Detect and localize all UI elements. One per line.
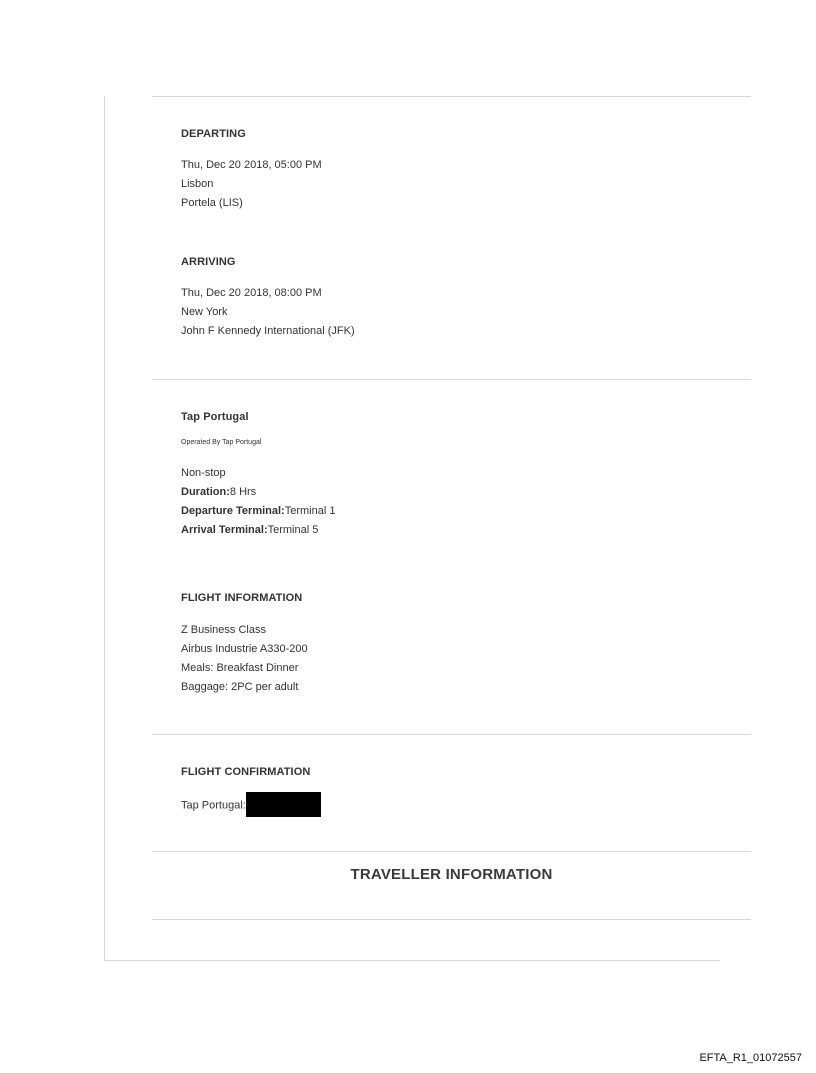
duration-row	[181, 483, 335, 502]
redaction-box	[246, 792, 321, 817]
divider-top	[152, 96, 751, 97]
arriving-datetime: Thu, Dec 20 2018, 08:00 PM	[181, 287, 322, 299]
arriving-heading: ARRIVING	[181, 256, 236, 268]
cabin-class: Z Business Class	[181, 624, 266, 636]
departure-terminal-value: Terminal 1	[284, 505, 336, 517]
flight-information-section	[181, 591, 308, 697]
carrier-name: Tap Portugal	[181, 411, 249, 423]
traveller-information-heading: TRAVELLER INFORMATION	[350, 866, 553, 883]
departing-airport: Portela (LIS)	[181, 197, 243, 209]
arrival-terminal-row	[181, 521, 335, 540]
arrival-terminal-value: Terminal 5	[267, 524, 319, 536]
duration-label: Duration:	[181, 486, 230, 498]
meals-text: Meals: Breakfast Dinner	[181, 662, 299, 674]
flight-information-heading: FLIGHT INFORMATION	[181, 592, 303, 604]
carrier-section	[181, 410, 335, 540]
confirmation-label: Tap Portugal:	[181, 799, 246, 812]
bates-number: EFTA_R1_01072557	[699, 1052, 802, 1064]
divider-after-flight-info	[152, 734, 751, 735]
departure-terminal-row	[181, 502, 335, 521]
duration-value: 8 Hrs	[229, 486, 257, 498]
frame-bottom-border	[104, 960, 720, 961]
aircraft-type: Airbus Industrie A330-200	[181, 643, 308, 655]
arriving-city: New York	[181, 306, 228, 318]
flight-confirmation-section	[181, 765, 321, 818]
flight-confirmation-heading: FLIGHT CONFIRMATION	[181, 766, 311, 778]
frame-left-border	[104, 96, 105, 960]
departing-datetime: Thu, Dec 20 2018, 05:00 PM	[181, 159, 322, 171]
divider-after-traveller	[152, 919, 751, 920]
departing-city: Lisbon	[181, 178, 214, 190]
baggage-text: Baggage: 2PC per adult	[181, 681, 299, 693]
departure-terminal-label: Departure Terminal:	[181, 505, 285, 517]
divider-after-route	[152, 379, 751, 380]
arrival-terminal-label: Arrival Terminal:	[181, 524, 268, 536]
stops-text: Non-stop	[181, 467, 226, 479]
divider-before-traveller	[152, 851, 751, 852]
operated-by-text: Operated By Tap Portugal	[181, 439, 262, 446]
departing-section	[181, 127, 322, 213]
departing-heading: DEPARTING	[181, 128, 246, 140]
arriving-airport: John F Kennedy International (JFK)	[181, 325, 355, 337]
confirmation-row	[181, 793, 321, 818]
arriving-section	[181, 255, 355, 341]
